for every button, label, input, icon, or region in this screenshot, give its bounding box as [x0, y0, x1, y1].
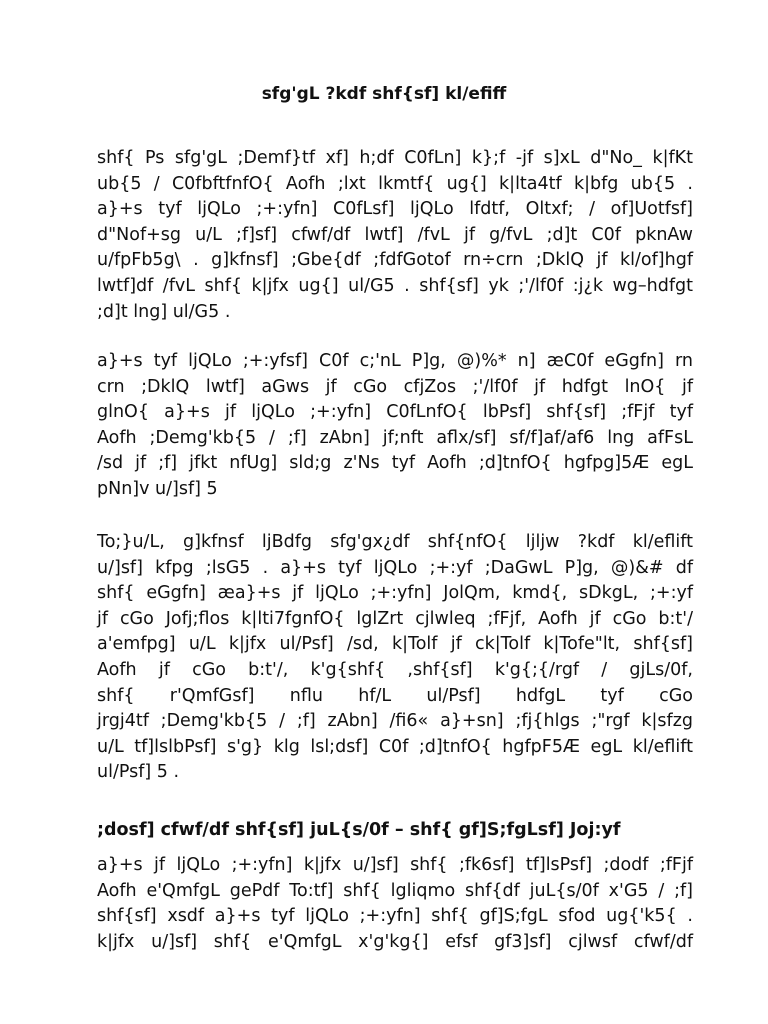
- text-line: shf{ eGgfn] æa}+s jf ljQLo ;+:yfn] JolQm, kmd{, sDkgL, ;+:yf: [97, 583, 693, 604]
- text-line: u/fpFb5g\ . g]kfnsf] ;Gbe{df ;fdfGotof rn÷crn ;DklQ jf kl/of]hgf: [97, 250, 693, 271]
- text-line: shf{sf] xsdf a}+s tyf ljQLo ;+:yfn] shf{ gf]S;fgL sfod ug{'k5{ .: [97, 906, 693, 927]
- text-line: glnO{ a}+s jf ljQLo ;+:yfn] C0fLnfO{ lbPsf] shf{sf] ;fFjf tyf: [97, 402, 693, 423]
- text-line: a}+s jf ljQLo ;+:yfn] k|jfx u/]sf] shf{ ;fk6sf] tf]lsPsf] ;dodf ;fFjf: [97, 855, 693, 875]
- paragraph-2: [97, 349, 693, 503]
- text-line: u/]sf] kfpg ;lsG5 . a}+s tyf ljQLo ;+:yf ;DaGwL P]g, @)&# df: [97, 557, 693, 578]
- text-line: crn ;DklQ lwtf] aGws jf cGo cfjZos ;'/lf0f jf hdfgt lnO{ jf: [97, 376, 693, 397]
- text-line: a}+s tyf ljQLo ;+:yfn] C0fLsf] ljQLo lfdtf, Oltxf; / of]Uotfsf]: [97, 199, 693, 220]
- text-line: shf{ Ps sfg'gL ;Demf}tf xf] h;df C0fLn] k};f -jf s]xL d"No_ k|fKt: [97, 148, 693, 168]
- text-line: u/L tf]lslbPsf] s'g} klg lsl;dsf] C0f ;d]tnfO{ hgfpF5Æ egL kl/eflift: [97, 736, 693, 757]
- text-line: /sd jf ;f] jfkt nfUg] sld;g z'Ns tyf Aofh ;d]tnfO{ hgfpg]5Æ egL: [97, 453, 693, 474]
- paragraph-1: [97, 146, 693, 325]
- text-line: To;}u/L, g]kfnsf ljBdfg sfg'gx¿df shf{nfO{ ljljw ?kdf kl/eflift: [97, 532, 693, 552]
- paragraph-text: [97, 349, 693, 503]
- document-title: sfg'gL ?kdf shf{sf] kl/efiff: [261, 84, 507, 104]
- text-line: ul/Psf] 5 .: [97, 762, 180, 783]
- section-heading: ;dosf] cfwf/df shf{sf] juL{s/0f – shf{ gf]S;fgLsf] Joj:yf: [97, 820, 621, 840]
- text-line: a}+s tyf ljQLo ;+:yfsf] C0f c;'nL P]g, @)%* n] æC0f eGgfn] rn: [97, 351, 693, 371]
- text-line: Aofh ;Demg'kb{5 / ;f] zAbn] jf;nft aflx/sf] sf/f]af/af6 lng afFsL: [97, 427, 693, 448]
- paragraph-text: [97, 530, 693, 786]
- text-line: pNn]v u/]sf] 5: [97, 478, 218, 499]
- text-line: jrgj4tf ;Demg'kb{5 / ;f] zAbn] /fi6« a}+sn] ;fj{hlgs ;"rgf k|sfzg: [97, 711, 693, 732]
- paragraph-text: [97, 146, 693, 325]
- paragraph-3: [97, 530, 693, 786]
- paragraph-text: [97, 853, 693, 955]
- text-line: lwtf]df /fvL shf{ k|jfx ug{] ul/G5 . shf{sf] yk ;'/lf0f :j¿k wg–hdfgt: [97, 275, 693, 296]
- text-line: d"Nof+sg u/L ;f]sf] cfwf/df lwtf] /fvL jf g/fvL ;d]t C0f pknAw: [97, 224, 693, 245]
- text-line: shf{ r'QmfGsf] nflu hf/L ul/Psf] hdfgL tyf cGo: [97, 685, 693, 706]
- text-line: Aofh jf cGo b:t'/, k'g{shf{ ,shf{sf] k'g{;{/rgf / gjLs/0f,: [97, 659, 693, 680]
- text-line: ub{5 / C0fbftfnfO{ Aofh ;lxt lkmtf{ ug{] k|lta4tf k|bfg ub{5 .: [97, 173, 693, 194]
- text-line: ;d]t lng] ul/G5 .: [97, 301, 231, 322]
- text-line: jf cGo Jofj;flos k|lti7fgnfO{ lglZrt cjlwleq ;fFjf, Aofh jf cGo b:t'/: [97, 608, 693, 629]
- text-line: a'emfpg] u/L k|jfx ul/Psf] /sd, k|Tolf jf ck|Tolf k|Tofe"lt, shf{sf]: [97, 634, 693, 655]
- text-line: k|jfx u/]sf] shf{ e'QmfgL x'g'kg{] efsf gf3]sf] cjlwsf cfwf/df: [97, 931, 693, 952]
- paragraph-4: [97, 853, 693, 955]
- text-line: Aofh e'QmfgL gePdf To:tf] shf{ lgliqmo shf{df juL{s/0f x'G5 / ;f]: [97, 880, 693, 901]
